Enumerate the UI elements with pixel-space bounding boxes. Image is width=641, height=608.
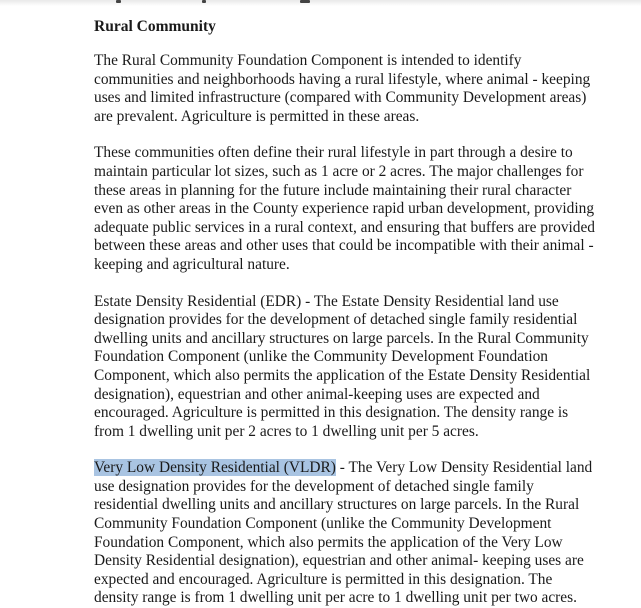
paragraph-edr — [94, 293, 594, 442]
text-line: these areas in planning for the future include maintaining their rural character — [94, 181, 572, 199]
text-line: from 1 dwelling unit per 2 acres to 1 dwelling unit per 5 acres. — [94, 422, 479, 440]
text-line: dwelling units and ancillary structures on large parcels. In the Rural Community — [94, 329, 589, 347]
paragraph-intro — [94, 52, 594, 126]
document-page — [94, 17, 594, 608]
text-line: uses and limited infrastructure (compared with Community Development areas) — [94, 89, 587, 107]
clipped-previous-line — [112, 0, 332, 4]
paragraph-challenges — [94, 144, 594, 274]
text-line — [94, 459, 594, 478]
text-fragment: - The Very Low Density Residential land — [335, 459, 593, 477]
paragraph-vldr — [94, 459, 594, 608]
text-line: designation provides for the development of detached single family residential — [94, 311, 578, 329]
selected-text-highlight[interactable]: Very Low Density Residential (VLDR) — [94, 459, 336, 477]
text-line: designation), equestrian and other animal-keeping uses are expected and — [94, 385, 540, 403]
text-line: encouraged. Agriculture is permitted in this designation. The density range is — [94, 404, 569, 422]
text-line: density range is from 1 dwelling unit per acre to 1 dwelling unit per two acres. — [94, 589, 577, 607]
text-line: Foundation Component, which also permits the application of the Very Low — [94, 533, 563, 551]
text-line: communities and neighborhoods having a rural lifestyle, where animal - keeping — [94, 70, 591, 88]
text-line: are prevalent. Agriculture is permitted in these areas. — [94, 107, 420, 125]
text-line: Density Residential designation), equestrian and other animal- keeping uses are — [94, 552, 584, 570]
text-line: use designation provides for the development of detached single family — [94, 477, 534, 495]
text-line: The Rural Community Foundation Component is intended to identify — [94, 52, 522, 69]
text-line: even as other areas in the County experience rapid urban development, providing — [94, 200, 595, 218]
text-line: Community Foundation Component (unlike the Community Development — [94, 515, 552, 533]
text-line: Component, which also permits the application of the Estate Density Residential — [94, 366, 591, 384]
text-line: Estate Density Residential (EDR) - The Estate Density Residential land use — [94, 292, 559, 310]
text-line: keeping and agricultural nature. — [94, 255, 290, 273]
text-line: Foundation Component (unlike the Community Development Foundation — [94, 348, 548, 366]
text-line: maintain particular lot sizes, such as 1 acre or 2 acres. The major challenges for — [94, 162, 584, 180]
text-line: between these areas and other uses that could be incompatible with their animal - — [94, 237, 594, 255]
text-line: These communities often define their rural lifestyle in part through a desire to — [94, 144, 573, 162]
section-heading: Rural Community — [94, 18, 216, 35]
text-line: adequate public services in a rural context, and ensuring that buffers are provided — [94, 218, 596, 236]
text-line: residential dwelling units and ancillary structures on large parcels. In the Rural — [94, 496, 580, 514]
text-line: expected and encouraged. Agriculture is permitted in this designation. The — [94, 570, 553, 588]
